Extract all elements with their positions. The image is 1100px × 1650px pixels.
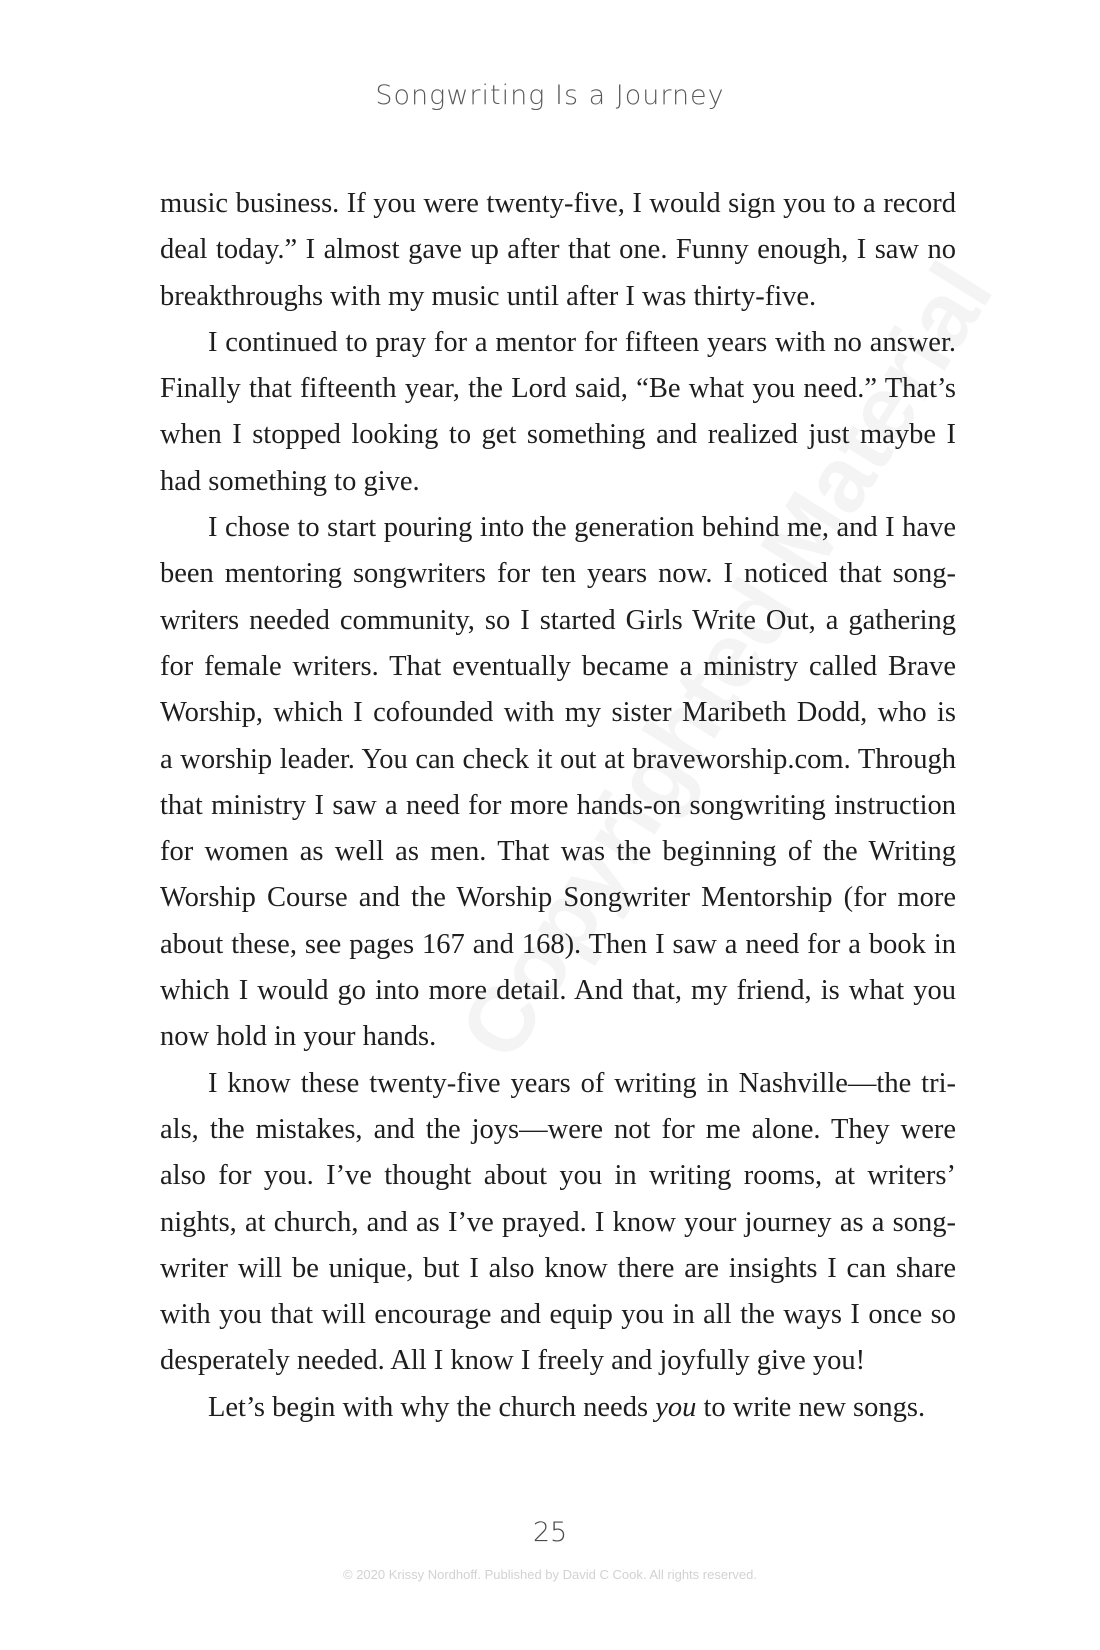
copyright-notice: © 2020 Krissy Nordhoff. Published by David C Cook. All rights reserved. — [343, 1567, 757, 1582]
text-line: which I would go into more detail. And that, my friend, is what you — [160, 975, 956, 1007]
paragraph-3 — [160, 505, 956, 1061]
text-line: writers needed community, so I started Girls Write Out, a gathering — [160, 604, 956, 636]
text-line: music business. If you were twenty-five, I would sign you to a record — [160, 188, 956, 219]
text-line: for women as well as men. That was the beginning of the Writing — [160, 836, 956, 868]
text-line: also for you. I’ve thought about you in writing rooms, at writers’ — [160, 1160, 956, 1192]
text-line: desperately needed. All I know I freely and joyfully give you! — [160, 1345, 866, 1377]
text-line: with you that will encourage and equip you in all the ways I once so — [160, 1299, 956, 1331]
text-line: I know these twenty-five years of writing in Nashville—the tri- — [208, 1067, 956, 1099]
running-head-title: Songwriting Is a Journey — [375, 80, 725, 111]
text-line: Finally that fifteenth year, the Lord said, “Be what you need.” That’s — [160, 373, 956, 405]
paragraph-2 — [160, 320, 956, 505]
text-line: Worship, which I cofounded with my sister Maribeth Dodd, who is — [160, 697, 956, 729]
text-line — [160, 1385, 956, 1431]
text-line: nights, at church, and as I’ve prayed. I know your journey as a song- — [160, 1206, 956, 1238]
text-line: I continued to pray for a mentor for fifteen years with no answer. — [208, 326, 956, 358]
text-line: a worship leader. You can check it out at braveworship.com. Through — [160, 743, 956, 775]
paragraph-1 — [160, 181, 956, 320]
page-number: 25 — [532, 1517, 568, 1548]
text-line: I chose to start pouring into the generation behind me, and I have — [208, 512, 956, 544]
text-line: Worship Course and the Worship Songwriter Mentorship (for more — [160, 882, 956, 914]
text-line: breakthroughs with my music until after I was thirty-five. — [160, 280, 817, 312]
text-line: deal today.” I almost gave up after that one. Funny enough, I saw no — [160, 234, 956, 266]
text-line: that ministry I saw a need for more hands-on songwriting instruction — [160, 789, 956, 821]
text-line: writer will be unique, but I also know there are insights I can share — [160, 1252, 956, 1284]
text-line: now hold in your hands. — [160, 1021, 437, 1053]
text-line: about these, see pages 167 and 168). Then I saw a need for a book in — [160, 928, 956, 960]
text-line: had something to give. — [160, 465, 420, 497]
text-line: when I stopped looking to get something and realized just maybe I — [160, 419, 956, 451]
text-line: als, the mistakes, and the joys—were not for me alone. They were — [160, 1113, 956, 1145]
text-run: Let’s begin with why the church needs — [208, 1391, 656, 1423]
body-text — [160, 181, 956, 1431]
text-line: been mentoring songwriters for ten years now. I noticed that song- — [160, 558, 956, 590]
paragraph-5 — [160, 1385, 956, 1431]
paragraph-4 — [160, 1061, 956, 1385]
text-run: to write new songs. — [696, 1391, 926, 1423]
text-line: for female writers. That eventually became a ministry called Brave — [160, 650, 956, 682]
emphasis-text: you — [655, 1391, 697, 1423]
